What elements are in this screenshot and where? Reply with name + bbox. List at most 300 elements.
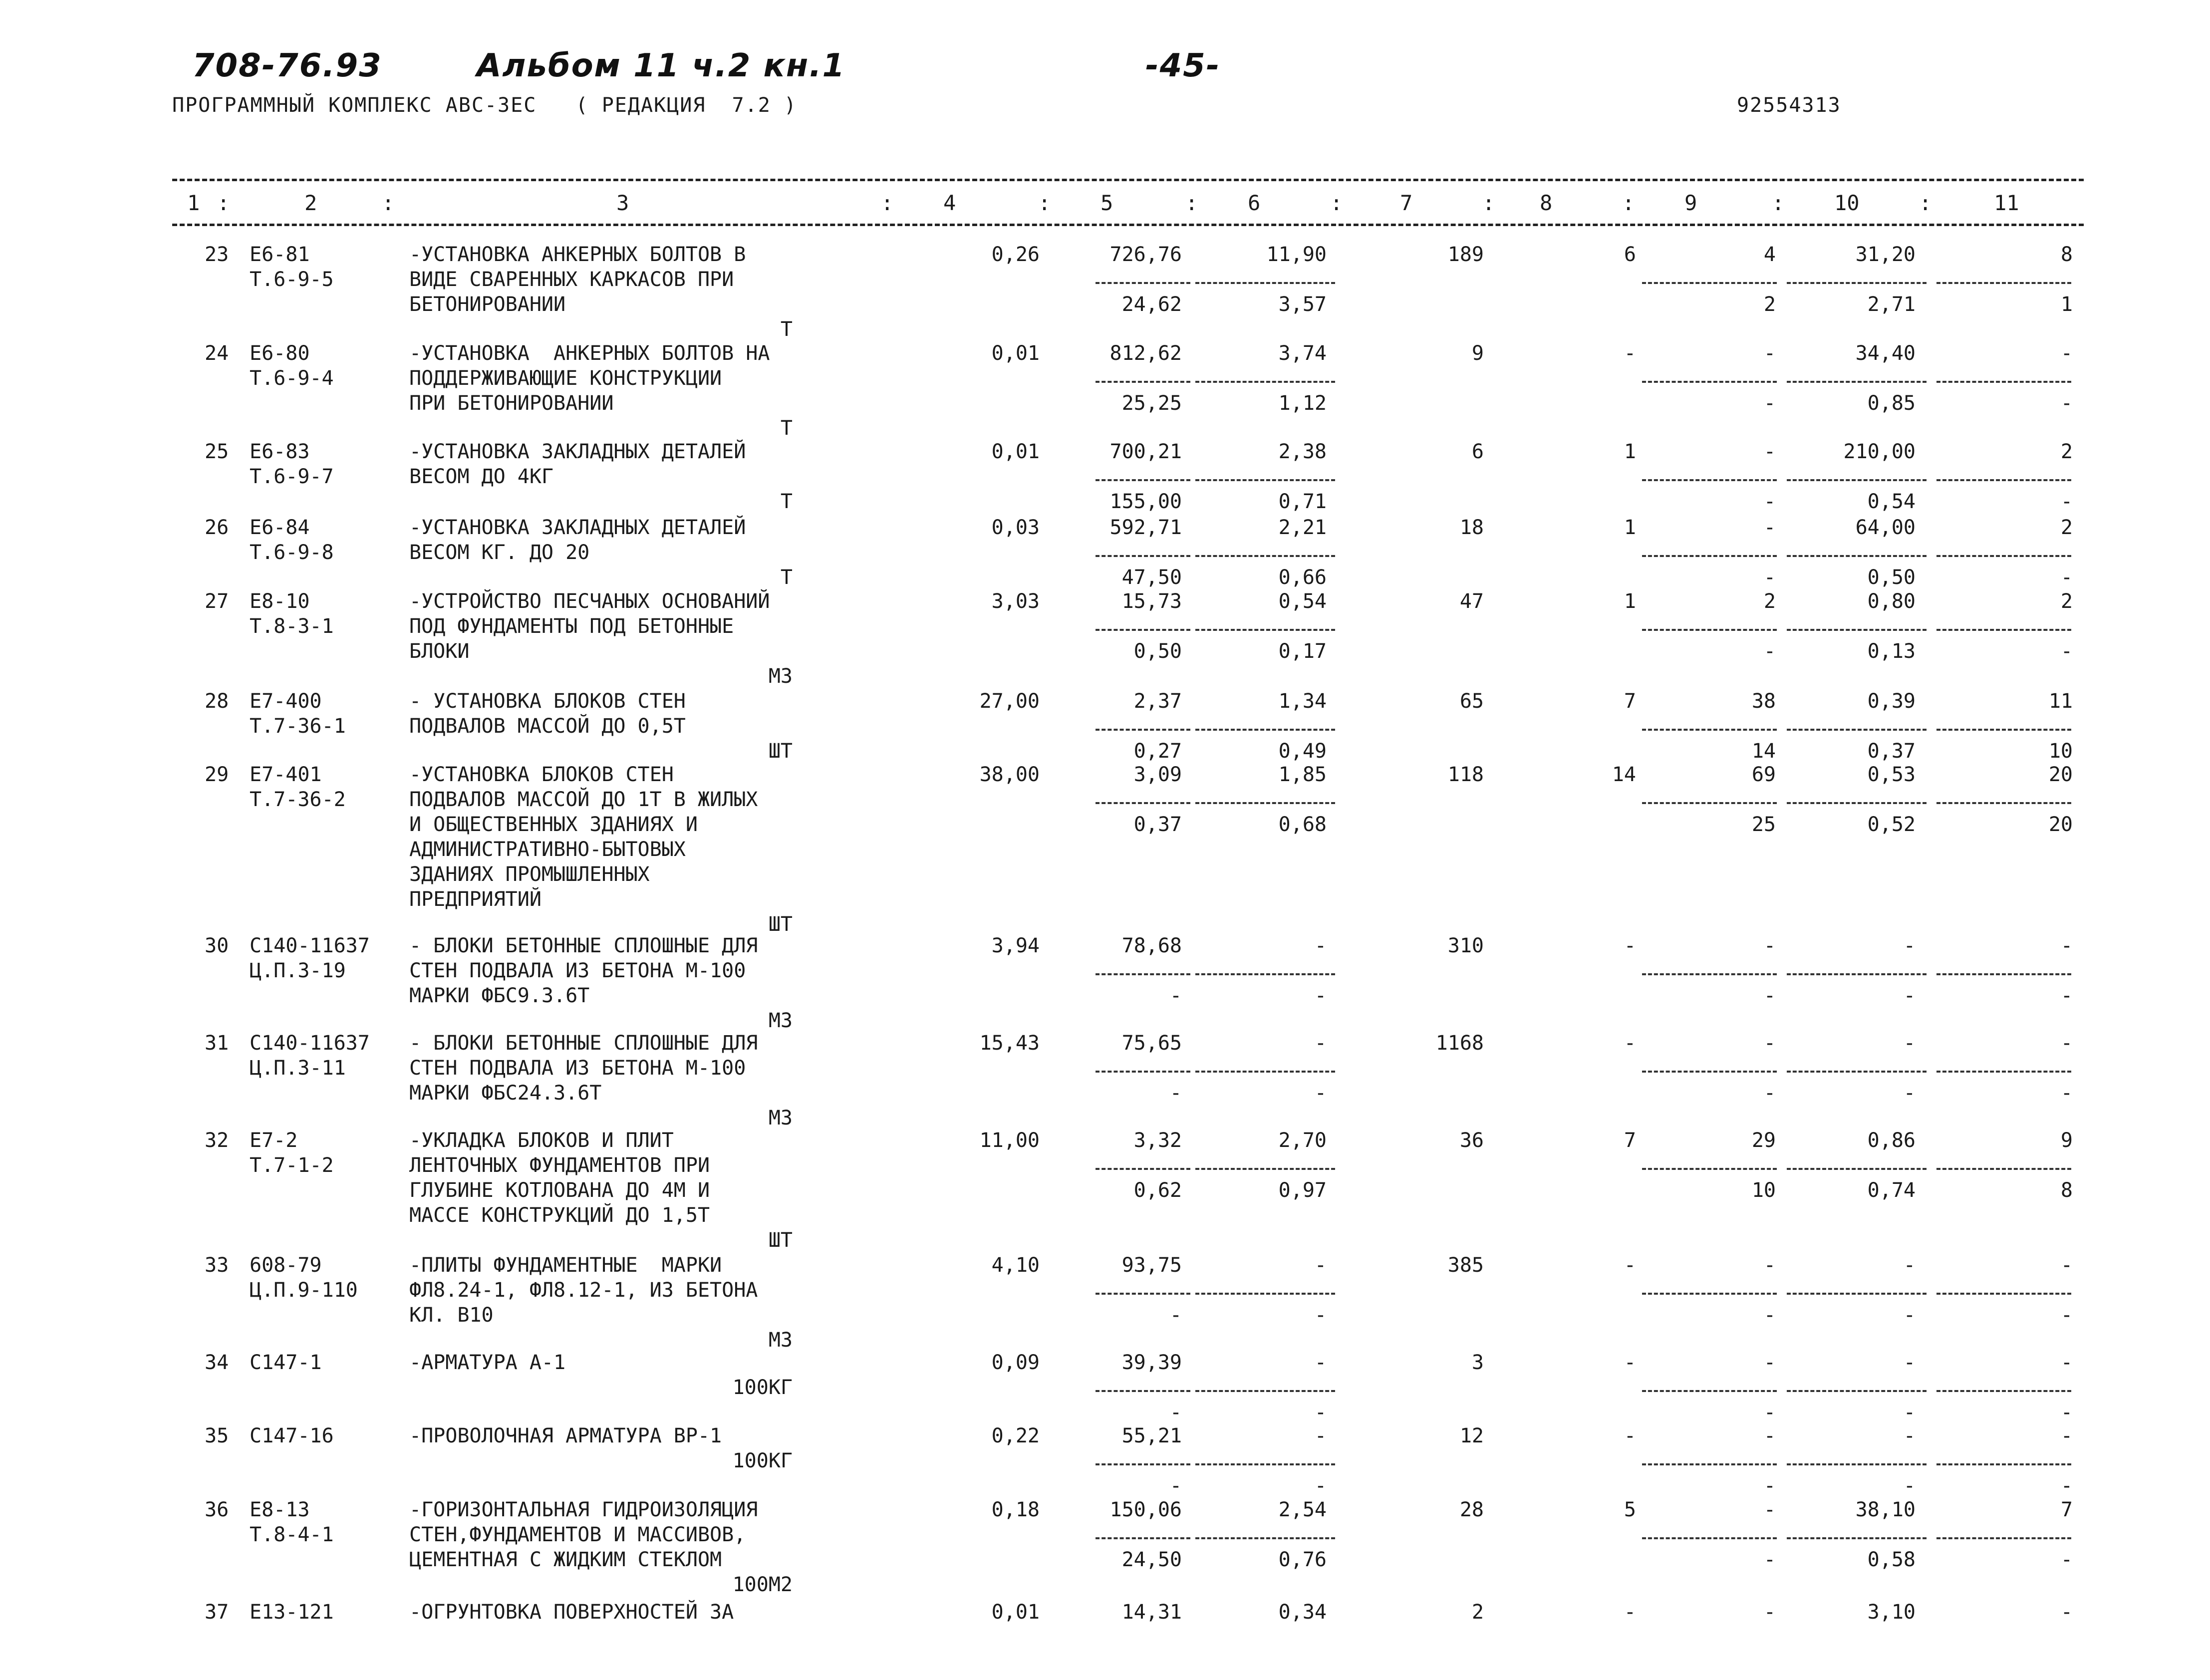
norm-code: Е7-401	[250, 763, 322, 786]
value-divider	[1642, 1537, 1777, 1539]
column-separator: :	[1038, 191, 1051, 215]
page-number: -45-	[1145, 47, 1221, 84]
album-reference: Альбом 11 ч.2 кн.1	[477, 47, 846, 84]
work-description-line: ПРЕДПРИЯТИЙ	[409, 888, 542, 911]
value-divider	[1787, 973, 1927, 975]
norm-reference: Т.7-36-2	[250, 788, 346, 811]
work-description-line: ВИДЕ СВАРЕННЫХ КАРКАСОВ ПРИ	[409, 268, 734, 291]
unit-of-measure: 100КГ	[732, 1449, 793, 1472]
wages-total: 7	[1624, 1129, 1636, 1152]
machine-operator-wages: -	[1763, 984, 1776, 1007]
value-divider	[1936, 479, 2071, 481]
machine-cost: 0,34	[1278, 1601, 1327, 1624]
quantity: 3,03	[991, 590, 1040, 613]
machine-cost: 11,90	[1266, 243, 1327, 266]
unit-cost-wages: 155,00	[1109, 490, 1182, 513]
machinist-labor-total: -	[2060, 640, 2073, 663]
unit-cost-wages: -	[1169, 1474, 1182, 1497]
value-divider	[1195, 479, 1335, 481]
column-header-3: 3	[616, 191, 629, 215]
machine-operation: -	[1763, 934, 1776, 957]
norm-reference: Т.8-3-1	[250, 615, 334, 638]
unit-cost-wages: 24,62	[1121, 293, 1182, 316]
labor-per-unit: 0,53	[1867, 763, 1916, 786]
machinist-labor-total: -	[2060, 1474, 2073, 1497]
quantity: 0,01	[991, 342, 1040, 365]
value-divider	[1195, 1463, 1335, 1465]
machine-wages: 0,49	[1278, 740, 1327, 763]
value-divider	[1096, 729, 1190, 731]
wages-total: 1	[1624, 516, 1636, 539]
machinist-labor-per-unit: 0,37	[1867, 740, 1916, 763]
column-separator: :	[881, 191, 894, 215]
value-divider	[1195, 555, 1335, 557]
machine-cost: 2,70	[1278, 1129, 1327, 1152]
value-divider	[1936, 1537, 2071, 1539]
work-description-line: -УСТРОЙСТВО ПЕСЧАНЫХ ОСНОВАНИЙ	[409, 590, 770, 613]
labor-total: 2	[2060, 440, 2073, 463]
column-header-7: 7	[1400, 191, 1413, 215]
unit-cost-total: 3,32	[1133, 1129, 1182, 1152]
machine-operator-wages: 2	[1763, 293, 1776, 316]
machinist-labor-per-unit: 0,85	[1867, 392, 1916, 415]
work-description-line: ПОДВАЛОВ МАССОЙ ДО 0,5Т	[409, 715, 686, 738]
unit-cost-total: 78,68	[1121, 934, 1182, 957]
machine-wages: -	[1314, 1304, 1327, 1327]
machine-operation: -	[1763, 1032, 1776, 1055]
total-cost: 385	[1447, 1254, 1484, 1277]
row-number: 30	[205, 934, 229, 957]
value-divider	[1787, 1293, 1927, 1295]
machinist-labor-per-unit: -	[1903, 1474, 1916, 1497]
work-description-line: -ГОРИЗОНТАЛЬНАЯ ГИДРОИЗОЛЯЦИЯ	[409, 1498, 758, 1521]
total-cost: 9	[1471, 342, 1484, 365]
machinist-labor-per-unit: 0,74	[1867, 1179, 1916, 1202]
value-divider	[1642, 729, 1777, 731]
machine-wages: 0,97	[1278, 1179, 1327, 1202]
labor-per-unit: -	[1903, 1254, 1916, 1277]
work-description-line: СТЕН ПОДВАЛА ИЗ БЕТОНА М-100	[409, 1057, 746, 1080]
unit-cost-total: 592,71	[1109, 516, 1182, 539]
unit-cost-wages: -	[1169, 1304, 1182, 1327]
machine-cost: -	[1314, 1254, 1327, 1277]
total-cost: 6	[1471, 440, 1484, 463]
machinist-labor-per-unit: 0,58	[1867, 1548, 1916, 1571]
unit-cost-wages: -	[1169, 1401, 1182, 1424]
unit-of-measure: Т	[780, 318, 793, 341]
value-divider	[1787, 1390, 1927, 1392]
value-divider	[1787, 381, 1927, 383]
machine-operator-wages: -	[1763, 490, 1776, 513]
row-number: 32	[205, 1129, 229, 1152]
machine-operation: 38	[1751, 690, 1776, 713]
labor-total: -	[2060, 1351, 2073, 1374]
work-description-line: БЕТОНИРОВАНИИ	[409, 293, 566, 316]
total-cost: 47	[1459, 590, 1484, 613]
row-number: 23	[205, 243, 229, 266]
machine-operator-wages: -	[1763, 1401, 1776, 1424]
unit-cost-total: 726,76	[1109, 243, 1182, 266]
value-divider	[1787, 729, 1927, 731]
value-divider	[1096, 1293, 1190, 1295]
machinist-labor-total: -	[2060, 392, 2073, 415]
sheet-id: 92554313	[1737, 94, 1841, 117]
work-description-line: -ПЛИТЫ ФУНДАМЕНТНЫЕ МАРКИ	[409, 1254, 722, 1277]
value-divider	[1787, 1537, 1927, 1539]
work-description-line: -ОГРУНТОВКА ПОВЕРХНОСТЕЙ ЗА	[409, 1601, 734, 1624]
labor-total: -	[2060, 342, 2073, 365]
machine-wages: -	[1314, 1401, 1327, 1424]
machine-cost: -	[1314, 934, 1327, 957]
unit-of-measure: 100М2	[732, 1573, 793, 1596]
column-header-5: 5	[1101, 191, 1113, 215]
value-divider	[1642, 479, 1777, 481]
unit-cost-total: 93,75	[1121, 1254, 1182, 1277]
norm-code: Е6-81	[250, 243, 310, 266]
value-divider	[1195, 1071, 1335, 1073]
norm-reference: Т.6-9-4	[250, 367, 334, 390]
column-header-11: 11	[1994, 191, 2019, 215]
row-number: 29	[205, 763, 229, 786]
value-divider	[1787, 1168, 1927, 1170]
column-separator: :	[1330, 191, 1343, 215]
labor-per-unit: 31,20	[1855, 243, 1916, 266]
total-cost: 12	[1459, 1424, 1484, 1447]
unit-cost-wages: 0,62	[1133, 1179, 1182, 1202]
labor-total: -	[2060, 1601, 2073, 1624]
labor-total: 2	[2060, 590, 2073, 613]
value-divider	[1195, 381, 1335, 383]
value-divider	[1195, 729, 1335, 731]
unit-cost-total: 2,37	[1133, 690, 1182, 713]
value-divider	[1936, 973, 2071, 975]
machinist-labor-total: -	[2060, 1304, 2073, 1327]
wages-total: -	[1624, 1424, 1636, 1447]
work-description-line: ЦЕМЕНТНАЯ С ЖИДКИМ СТЕКЛОМ	[409, 1548, 722, 1571]
machine-wages: 0,17	[1278, 640, 1327, 663]
work-description-line: ПРИ БЕТОНИРОВАНИИ	[409, 392, 614, 415]
value-divider	[1195, 282, 1335, 284]
row-number: 27	[205, 590, 229, 613]
value-divider	[1096, 629, 1190, 631]
value-divider	[1642, 381, 1777, 383]
work-description-line: ПОД ФУНДАМЕНТЫ ПОД БЕТОННЫЕ	[409, 615, 734, 638]
work-description-line: И ОБЩЕСТВЕННЫХ ЗДАНИЯХ И	[409, 813, 698, 836]
machinist-labor-per-unit: 0,13	[1867, 640, 1916, 663]
unit-of-measure: М3	[768, 1329, 793, 1352]
unit-cost-total: 15,73	[1121, 590, 1182, 613]
quantity: 0,01	[991, 1601, 1040, 1624]
machine-operator-wages: 10	[1751, 1179, 1776, 1202]
column-header-9: 9	[1684, 191, 1697, 215]
work-description-line: АДМИНИСТРАТИВНО-БЫТОВЫХ	[409, 838, 686, 861]
norm-code: Е6-83	[250, 440, 310, 463]
work-description-line: ВЕСОМ КГ. ДО 20	[409, 541, 590, 564]
work-description-line: -УСТАНОВКА ЗАКЛАДНЫХ ДЕТАЛЕЙ	[409, 516, 746, 539]
total-cost: 65	[1459, 690, 1484, 713]
machine-operation: -	[1763, 342, 1776, 365]
value-divider	[1642, 1463, 1777, 1465]
machine-cost: 2,21	[1278, 516, 1327, 539]
total-cost: 18	[1459, 516, 1484, 539]
value-divider	[1096, 282, 1190, 284]
value-divider	[1195, 1168, 1335, 1170]
value-divider	[1787, 629, 1927, 631]
unit-cost-total: 75,65	[1121, 1032, 1182, 1055]
row-number: 37	[205, 1601, 229, 1624]
value-divider	[1195, 1293, 1335, 1295]
norm-code: Е8-13	[250, 1498, 310, 1521]
unit-cost-wages: 25,25	[1121, 392, 1182, 415]
labor-per-unit: -	[1903, 1424, 1916, 1447]
column-header-6: 6	[1248, 191, 1261, 215]
unit-of-measure: М3	[768, 1107, 793, 1129]
unit-of-measure: 100КГ	[732, 1376, 793, 1399]
total-cost: 28	[1459, 1498, 1484, 1521]
labor-total: -	[2060, 1032, 2073, 1055]
norm-code: Е6-84	[250, 516, 310, 539]
value-divider	[1195, 802, 1335, 804]
machine-operation: -	[1763, 1498, 1776, 1521]
value-divider	[1096, 1390, 1190, 1392]
wages-total: 6	[1624, 243, 1636, 266]
work-description-line: СТЕН,ФУНДАМЕНТОВ И МАССИВОВ,	[409, 1523, 746, 1546]
norm-reference: Т.6-9-5	[250, 268, 334, 291]
machinist-labor-per-unit: 0,54	[1867, 490, 1916, 513]
machine-wages: -	[1314, 1474, 1327, 1497]
value-divider	[1787, 1071, 1927, 1073]
machine-operation: 2	[1763, 590, 1776, 613]
value-divider	[1642, 802, 1777, 804]
machine-operator-wages: 25	[1751, 813, 1776, 836]
labor-per-unit: 0,86	[1867, 1129, 1916, 1152]
work-description-line: МАССЕ КОНСТРУКЦИЙ ДО 1,5Т	[409, 1204, 710, 1227]
value-divider	[1096, 381, 1190, 383]
work-description-line: БЛОКИ	[409, 640, 470, 663]
work-description-line: ПОДДЕРЖИВАЮЩИЕ КОНСТРУКЦИИ	[409, 367, 722, 390]
machine-operator-wages: -	[1763, 1304, 1776, 1327]
machine-operator-wages: -	[1763, 392, 1776, 415]
norm-code: Е7-2	[250, 1129, 298, 1152]
column-separator: :	[1919, 191, 1932, 215]
norm-code: Е8-10	[250, 590, 310, 613]
row-number: 34	[205, 1351, 229, 1374]
machine-operation: -	[1763, 1424, 1776, 1447]
machinist-labor-total: -	[2060, 566, 2073, 589]
labor-per-unit: 34,40	[1855, 342, 1916, 365]
machine-operation: -	[1763, 440, 1776, 463]
work-description-line: КЛ. В10	[409, 1304, 494, 1327]
machine-operation: -	[1763, 516, 1776, 539]
unit-of-measure: Т	[780, 490, 793, 513]
work-description-line: ВЕСОМ ДО 4КГ	[409, 465, 553, 488]
norm-reference: Ц.П.3-11	[250, 1057, 346, 1080]
row-number: 36	[205, 1498, 229, 1521]
machinist-labor-total: 8	[2060, 1179, 2073, 1202]
quantity: 3,94	[991, 934, 1040, 957]
quantity: 0,09	[991, 1351, 1040, 1374]
machine-operation: 69	[1751, 763, 1776, 786]
machine-wages: -	[1314, 984, 1327, 1007]
value-divider	[1096, 555, 1190, 557]
machinist-labor-total: 20	[2048, 813, 2073, 836]
labor-per-unit: -	[1903, 934, 1916, 957]
labor-total: -	[2060, 1254, 2073, 1277]
machinist-labor-total: -	[2060, 490, 2073, 513]
norm-reference: Т.6-9-8	[250, 541, 334, 564]
column-header-4: 4	[943, 191, 956, 215]
labor-total: 7	[2060, 1498, 2073, 1521]
norm-reference: Т.7-1-2	[250, 1154, 334, 1177]
software-caption: ПРОГРАММНЫЙ КОМПЛЕКС АВС-3ЕС ( РЕДАКЦИЯ 7.2 )	[172, 94, 797, 117]
value-divider	[1936, 629, 2071, 631]
total-cost: 310	[1447, 934, 1484, 957]
machinist-labor-per-unit: -	[1903, 1304, 1916, 1327]
machine-wages: -	[1314, 1082, 1327, 1105]
unit-cost-wages: 0,37	[1133, 813, 1182, 836]
unit-of-measure: ШТ	[768, 913, 793, 936]
value-divider	[1642, 1390, 1777, 1392]
column-separator: :	[1622, 191, 1635, 215]
labor-total: 20	[2048, 763, 2073, 786]
unit-cost-wages: -	[1169, 984, 1182, 1007]
labor-total: 2	[2060, 516, 2073, 539]
wages-total: -	[1624, 934, 1636, 957]
norm-code: Е6-80	[250, 342, 310, 365]
machinist-labor-per-unit: 2,71	[1867, 293, 1916, 316]
value-divider	[1787, 479, 1927, 481]
unit-of-measure: Т	[780, 566, 793, 589]
work-description-line: ЛЕНТОЧНЫХ ФУНДАМЕНТОВ ПРИ	[409, 1154, 710, 1177]
labor-total: -	[2060, 1424, 2073, 1447]
unit-cost-wages: 24,50	[1121, 1548, 1182, 1571]
value-divider	[1936, 1293, 2071, 1295]
machine-operation: 29	[1751, 1129, 1776, 1152]
machine-cost: 3,74	[1278, 342, 1327, 365]
wages-total: -	[1624, 342, 1636, 365]
norm-reference: Т.6-9-7	[250, 465, 334, 488]
work-description-line: -УСТАНОВКА БЛОКОВ СТЕН	[409, 763, 674, 786]
machine-operation: -	[1763, 1601, 1776, 1624]
work-description-line: -ПРОВОЛОЧНАЯ АРМАТУРА ВР-1	[409, 1424, 722, 1447]
machinist-labor-per-unit: -	[1903, 984, 1916, 1007]
row-number: 35	[205, 1424, 229, 1447]
wages-total: 14	[1612, 763, 1636, 786]
column-separator: :	[1772, 191, 1785, 215]
machine-operator-wages: -	[1763, 1474, 1776, 1497]
wages-total: 1	[1624, 590, 1636, 613]
norm-reference: Т.8-4-1	[250, 1523, 334, 1546]
value-divider	[1642, 1071, 1777, 1073]
machinist-labor-total: -	[2060, 1548, 2073, 1571]
row-number: 26	[205, 516, 229, 539]
value-divider	[1096, 973, 1190, 975]
machine-cost: -	[1314, 1424, 1327, 1447]
machine-wages: 0,66	[1278, 566, 1327, 589]
norm-code: Е7-400	[250, 690, 322, 713]
norm-code: Е13-121	[250, 1601, 334, 1624]
unit-cost-total: 150,06	[1109, 1498, 1182, 1521]
value-divider	[1195, 973, 1335, 975]
column-separator: :	[217, 191, 230, 215]
machinist-labor-per-unit: -	[1903, 1401, 1916, 1424]
quantity: 0,03	[991, 516, 1040, 539]
wages-total: -	[1624, 1601, 1636, 1624]
labor-per-unit: 3,10	[1867, 1601, 1916, 1624]
value-divider	[1195, 629, 1335, 631]
norm-code: С147-16	[250, 1424, 334, 1447]
work-description-line: ФЛ8.24-1, ФЛ8.12-1, ИЗ БЕТОНА	[409, 1279, 758, 1302]
machine-operator-wages: 14	[1751, 740, 1776, 763]
machinist-labor-total: -	[2060, 1082, 2073, 1105]
machine-wages: 3,57	[1278, 293, 1327, 316]
value-divider	[1787, 555, 1927, 557]
value-divider	[1096, 1071, 1190, 1073]
machine-cost: 1,34	[1278, 690, 1327, 713]
unit-cost-total: 55,21	[1121, 1424, 1182, 1447]
machine-operator-wages: -	[1763, 640, 1776, 663]
value-divider	[1642, 973, 1777, 975]
unit-cost-wages: 0,27	[1133, 740, 1182, 763]
quantity: 0,26	[991, 243, 1040, 266]
unit-of-measure: Т	[780, 417, 793, 440]
work-description-line: -УСТАНОВКА АНКЕРНЫХ БОЛТОВ НА	[409, 342, 770, 365]
labor-per-unit: 210,00	[1843, 440, 1916, 463]
labor-total: 8	[2060, 243, 2073, 266]
machine-operator-wages: -	[1763, 1082, 1776, 1105]
quantity: 0,18	[991, 1498, 1040, 1521]
quantity: 15,43	[979, 1032, 1040, 1055]
labor-total: 9	[2060, 1129, 2073, 1152]
wages-total: -	[1624, 1032, 1636, 1055]
unit-cost-wages: -	[1169, 1082, 1182, 1105]
norm-code: С147-1	[250, 1351, 322, 1374]
value-divider	[1096, 802, 1190, 804]
machine-operation: 4	[1763, 243, 1776, 266]
value-divider	[1787, 1463, 1927, 1465]
machinist-labor-total: -	[2060, 1401, 2073, 1424]
quantity: 4,10	[991, 1254, 1040, 1277]
work-description-line: МАРКИ ФБС9.3.6Т	[409, 984, 590, 1007]
machine-operator-wages: -	[1763, 566, 1776, 589]
total-cost: 2	[1471, 1601, 1484, 1624]
work-description-line: ПОДВАЛОВ МАССОЙ ДО 1Т В ЖИЛЫХ	[409, 788, 758, 811]
value-divider	[1936, 1168, 2071, 1170]
value-divider	[1096, 1537, 1190, 1539]
machinist-labor-total: 1	[2060, 293, 2073, 316]
column-header-10: 10	[1834, 191, 1860, 215]
work-description-line: ЗДАНИЯХ ПРОМЫШЛЕННЫХ	[409, 863, 650, 886]
value-divider	[1936, 282, 2071, 284]
work-description-line: -АРМАТУРА А-1	[409, 1351, 566, 1374]
unit-of-measure: ШТ	[768, 1229, 793, 1252]
labor-per-unit: 0,80	[1867, 590, 1916, 613]
machine-cost: 2,38	[1278, 440, 1327, 463]
value-divider	[1936, 1463, 2071, 1465]
quantity: 11,00	[979, 1129, 1040, 1152]
value-divider	[1787, 802, 1927, 804]
work-description-line: ГЛУБИНЕ КОТЛОВАНА ДО 4М И	[409, 1179, 710, 1202]
norm-code: С140-11637	[250, 934, 370, 957]
row-number: 24	[205, 342, 229, 365]
document-code: 708-76.93	[192, 47, 382, 84]
total-cost: 189	[1447, 243, 1484, 266]
work-description-line: СТЕН ПОДВАЛА ИЗ БЕТОНА М-100	[409, 959, 746, 982]
machine-wages: 0,71	[1278, 490, 1327, 513]
machine-cost: 1,85	[1278, 763, 1327, 786]
column-header-1: 1	[187, 191, 200, 215]
unit-of-measure: М3	[768, 665, 793, 688]
